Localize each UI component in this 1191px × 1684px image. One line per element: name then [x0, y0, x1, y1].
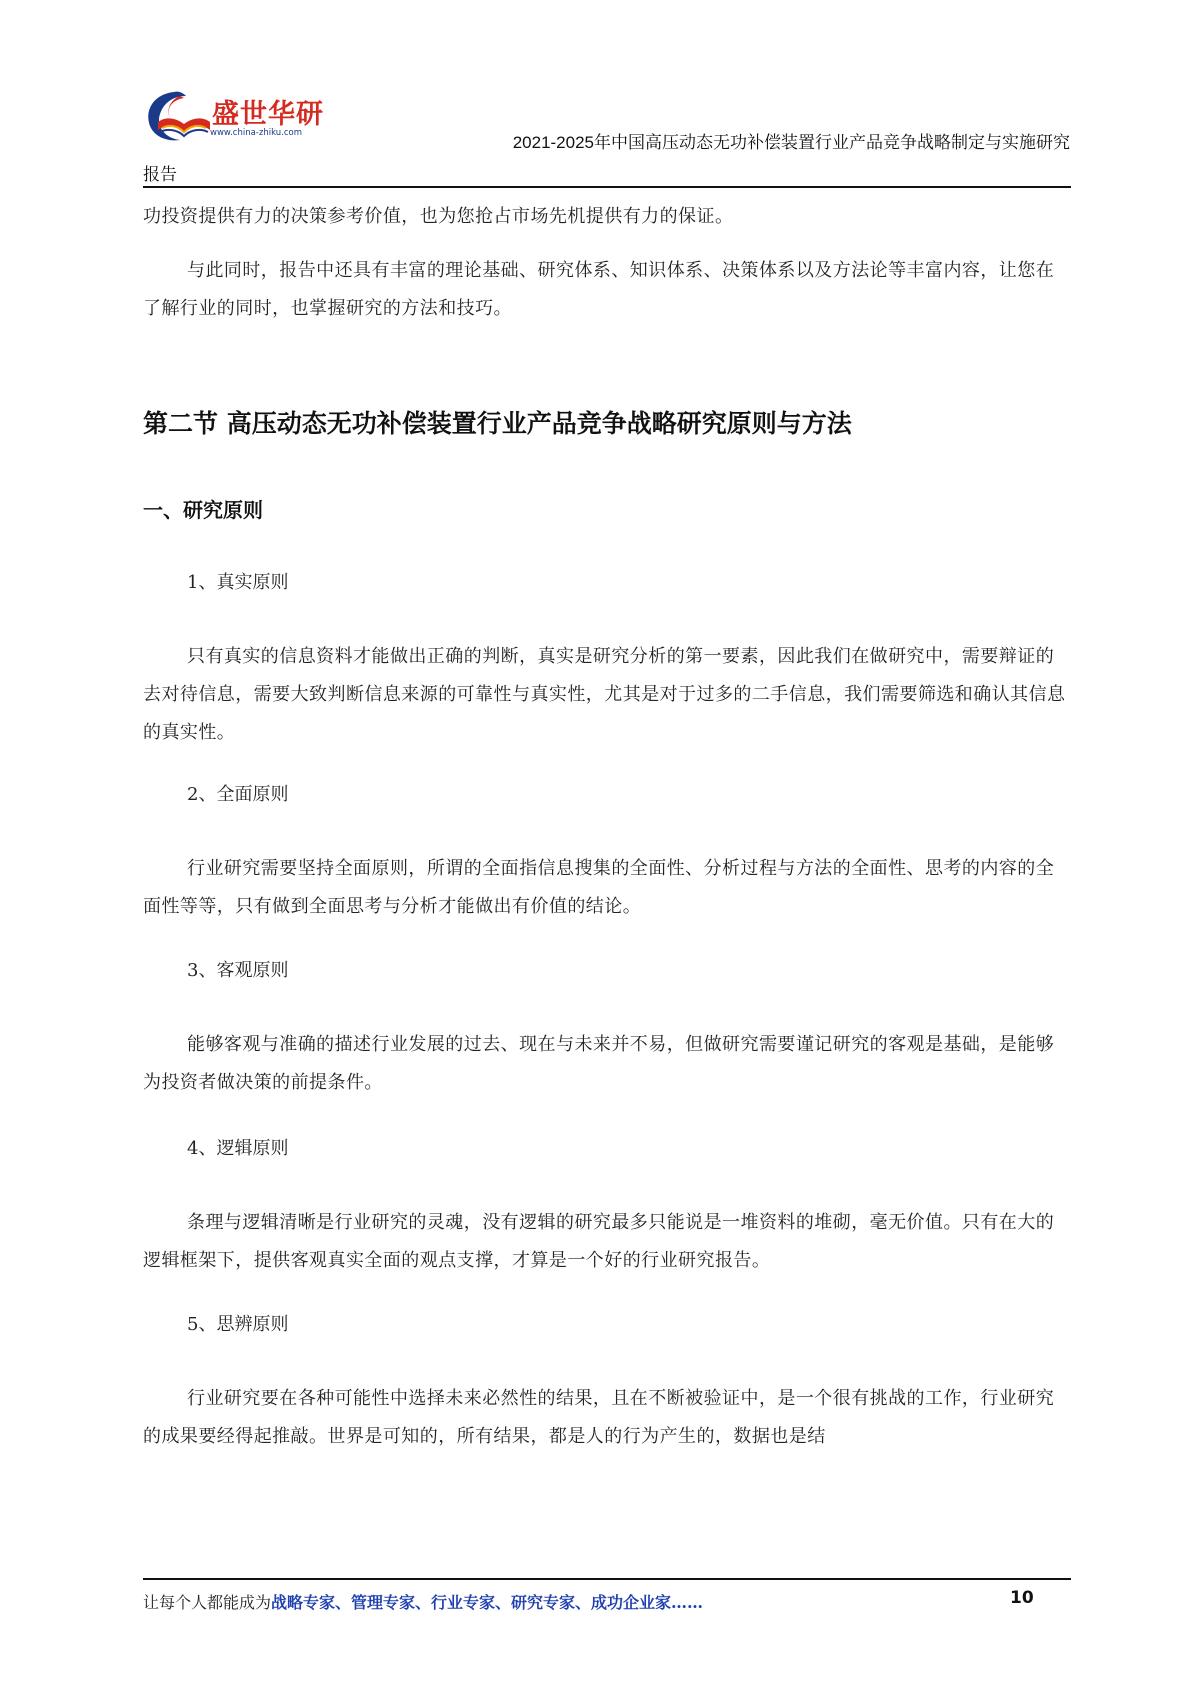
header-divider	[143, 186, 1071, 188]
logo-url: www.china-zhiku.com	[210, 128, 302, 138]
principle-text: 只有真实的信息资料才能做出正确的判断，真实是研究分析的第一要素，因此我们在做研究中，需要辩证的去对待信息，需要大致判断信息来源的可靠性与真实性，尤其是对于过多的二手信息，我们需要筛选和确认其信息的真实性。	[143, 646, 1066, 743]
principle-title: 1、真实原则	[187, 572, 289, 593]
footer-slogan-ellipsis: ……	[671, 1593, 704, 1612]
page-number: 10	[1010, 1588, 1034, 1608]
subsection-heading: 一、研究原则	[143, 498, 263, 522]
footer-divider	[143, 1578, 1071, 1580]
section-heading: 第二节 高压动态无功补偿装置行业产品竞争战略研究原则与方法	[143, 409, 852, 438]
footer-slogan-highlight: 战略专家、管理专家、行业专家、研究专家、成功企业家	[271, 1593, 672, 1612]
principle-title: 3、客观原则	[187, 960, 289, 981]
principle-title: 4、逻辑原则	[187, 1138, 289, 1159]
principle-title: 2、全面原则	[187, 784, 289, 805]
principle-title: 5、思辨原则	[187, 1314, 289, 1335]
footer-slogan	[143, 1590, 703, 1613]
principle-text: 行业研究要在各种可能性中选择未来必然性的结果，且在不断被验证中，是一个很有挑战的工作，行业研究的成果要经得起推敲。世界是可知的，所有结果，都是人的行为产生的，数据也是结	[143, 1388, 1055, 1447]
principle-text: 能够客观与准确的描述行业发展的过去、现在与未来并不易，但做研究需要谨记研究的客观是基础，是能够为投资者做决策的前提条件。	[143, 1034, 1055, 1093]
principle-text: 行业研究需要坚持全面原则，所谓的全面指信息搜集的全面性、分析过程与方法的全面性、思考的内容的全面性等等，只有做到全面思考与分析才能做出有价值的结论。	[143, 858, 1055, 917]
intro-paragraph-continued: 功投资提供有力的决策参考价值，也为您抢占市场先机提供有力的保证。	[143, 206, 734, 227]
report-title-continued: 报告	[143, 165, 177, 184]
report-title: 2021-2025年中国高压动态无功补偿装置行业产品竞争战略制定与实施研究	[512, 133, 1070, 152]
intro-paragraph: 与此同时，报告中还具有丰富的理论基础、研究体系、知识体系、决策体系以及方法论等丰富内容，让您在了解行业的同时，也掌握研究的方法和技巧。	[143, 260, 1055, 319]
footer-slogan-prefix: 让每个人都能成为	[143, 1593, 272, 1612]
principle-text: 条理与逻辑清晰是行业研究的灵魂，没有逻辑的研究最多只能说是一堆资料的堆砌，毫无价值。只有在大的逻辑框架下，提供客观真实全面的观点支撑，才算是一个好的行业研究报告。	[143, 1212, 1055, 1271]
logo-brand-name: 盛世华研	[212, 99, 324, 130]
